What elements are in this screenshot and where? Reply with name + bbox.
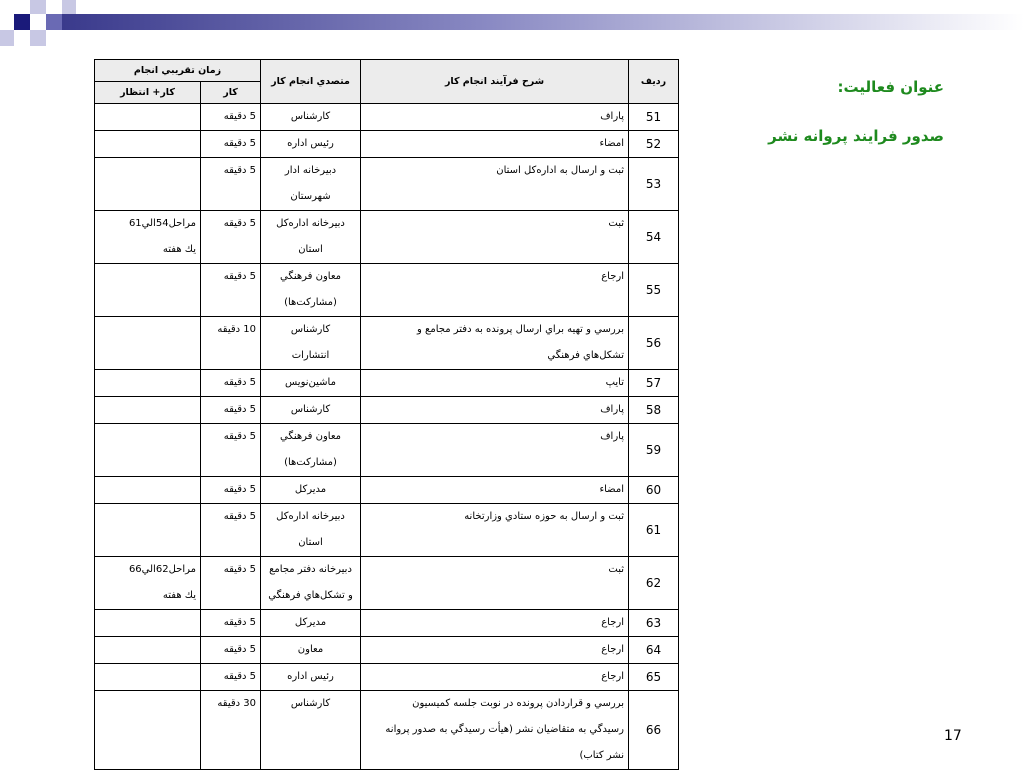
table-row [95,158,679,211]
row-time-text: 5 دقيقه [223,271,256,282]
row-id-text: 56 [645,336,662,350]
row-actor-text: كارشناس [290,698,331,709]
row-time-text: 5 دقيقه [223,431,256,442]
row-description-text: امضاء [599,138,624,149]
row-description-text: ارجاع [601,644,624,655]
row-time [201,664,261,691]
row-time-text: 5 دقيقه [223,564,256,575]
row-time [201,637,261,664]
row-id-text: 52 [645,137,662,151]
row-time-text: 5 دقيقه [223,218,256,229]
table-row [95,370,679,397]
row-wait [95,557,201,610]
activity-label: عنوان فعاليت: [837,78,944,96]
activity-name: صدور فرايند پروانه نشر [768,127,944,145]
row-description [361,477,629,504]
table-row [95,504,679,557]
decor-square [14,14,30,30]
row-time-text: 5 دقيقه [223,404,256,415]
table-row [95,264,679,317]
row-actor [261,424,361,477]
row-actor [261,610,361,637]
decor-square [30,0,46,14]
table-row [95,610,679,637]
header-actor: متصدي انجام كار [261,60,361,104]
row-description [361,370,629,397]
row-actor-text: كارشناس [290,404,331,415]
row-description [361,610,629,637]
row-actor-text: كارشناس انتشارات [290,324,331,361]
row-time [201,424,261,477]
row-wait [95,370,201,397]
row-wait [95,691,201,770]
row-time [201,104,261,131]
row-actor [261,504,361,557]
row-id-text: 54 [645,230,662,244]
table-body [95,104,679,770]
row-wait [95,131,201,158]
row-actor-text: معاون [297,644,324,655]
row-id [629,317,679,370]
row-description-text: ثبت و ارسال به اداره‌كل استان [496,165,624,176]
decor-square [46,14,62,30]
row-description [361,158,629,211]
row-id [629,211,679,264]
row-id [629,131,679,158]
row-description [361,317,629,370]
row-time [201,370,261,397]
row-time-text: 5 دقيقه [223,484,256,495]
row-description-text: امضاء [599,484,624,495]
row-description-text: ارجاع [601,671,624,682]
row-actor [261,397,361,424]
process-table [94,59,679,770]
row-actor-text: كارشناس [290,111,331,122]
row-id-text: 66 [645,723,662,737]
row-actor [261,104,361,131]
row-id-text: 58 [645,403,662,417]
row-actor-text: دبيرخانه اداره‌كل استان [276,511,345,548]
row-actor-text: دبيرخانه دفتر مجامع و تشكل‌هاي فرهنگي [268,564,353,601]
header-description: شرح فرآيند انجام كار [361,60,629,104]
row-id [629,104,679,131]
row-actor [261,264,361,317]
row-time [201,504,261,557]
row-id [629,370,679,397]
row-time-text: 5 دقيقه [223,111,256,122]
row-actor [261,557,361,610]
table-row [95,664,679,691]
row-id [629,477,679,504]
row-id [629,691,679,770]
row-id-text: 63 [645,616,662,630]
row-wait [95,610,201,637]
row-time-text: 5 دقيقه [223,138,256,149]
row-time-text: 10 دقيقه [217,324,256,335]
row-id-text: 55 [645,283,662,297]
row-id [629,557,679,610]
row-id-text: 60 [645,483,662,497]
row-description [361,104,629,131]
row-actor [261,131,361,158]
row-description-text: پاراف [600,111,624,122]
row-id [629,397,679,424]
row-id-text: 53 [645,177,662,191]
decor-square [62,0,76,14]
row-description [361,424,629,477]
row-id [629,504,679,557]
row-id [629,264,679,317]
row-time [201,158,261,211]
table-row [95,131,679,158]
row-time [201,317,261,370]
row-wait [95,397,201,424]
row-description-text: ثبت [608,564,624,575]
table-row [95,424,679,477]
row-time-text: 5 دقيقه [223,165,256,176]
row-id-text: 59 [645,443,662,457]
row-time-text: 5 دقيقه [223,617,256,628]
row-actor-text: رئيس اداره [287,671,334,682]
header-id: رديف [629,60,679,104]
row-description-text: بررسي و تهيه براي ارسال پرونده به دفتر مجامع و تشكل‌هاي فرهنگي [417,324,624,361]
row-id [629,424,679,477]
row-id [629,664,679,691]
row-description-text: ثبت و ارسال به حوزه ستادي وزارتخانه [464,511,624,522]
row-wait [95,504,201,557]
row-actor [261,664,361,691]
row-description [361,504,629,557]
row-actor [261,317,361,370]
row-actor [261,370,361,397]
row-actor-text: رئيس اداره [287,138,334,149]
slide-number: 17 [944,728,962,744]
row-wait [95,664,201,691]
row-description-text: ارجاع [601,617,624,628]
row-wait [95,637,201,664]
row-description-text: ارجاع [601,271,624,282]
decor-square [30,30,46,46]
row-id [629,158,679,211]
row-wait [95,477,201,504]
row-time [201,691,261,770]
row-description [361,691,629,770]
header-time-group: زمان تقريبي انجام [95,60,261,82]
row-id-text: 64 [645,643,662,657]
decor-square [0,30,14,46]
row-description [361,637,629,664]
row-description [361,557,629,610]
row-id-text: 61 [645,523,662,537]
row-time [201,557,261,610]
row-time-text: 5 دقيقه [223,644,256,655]
row-actor-text: دبيرخانه ادار شهرستان [284,165,337,202]
row-id-text: 65 [645,670,662,684]
row-time [201,131,261,158]
row-time-text: 5 دقيقه [223,377,256,388]
row-wait-text: مراحل62الي66 يك هفته [128,564,196,601]
row-actor [261,158,361,211]
row-wait [95,158,201,211]
row-description-text: ثبت [608,218,624,229]
row-actor [261,691,361,770]
row-time [201,397,261,424]
table-row [95,317,679,370]
table-row [95,477,679,504]
row-description-text: پاراف [600,404,624,415]
row-description [361,397,629,424]
table-row [95,557,679,610]
row-wait [95,264,201,317]
row-time-text: 5 دقيقه [223,511,256,522]
header-time-work: كار [201,82,261,104]
row-id-text: 57 [645,376,662,390]
header-decoration [0,0,1024,48]
row-wait [95,104,201,131]
row-description-text: پاراف [600,431,624,442]
row-actor-text: معاون فرهنگي (مشاركت‌ها) [279,431,342,468]
row-id-text: 62 [645,576,662,590]
row-actor-text: دبيرخانه اداره‌كل استان [276,218,345,255]
row-id [629,637,679,664]
row-time [201,477,261,504]
row-id-text: 51 [645,110,662,124]
row-actor [261,637,361,664]
header-gradient-bar [62,14,1024,30]
row-wait [95,211,201,264]
row-time-text: 5 دقيقه [223,671,256,682]
row-time-text: 30 دقيقه [217,698,256,709]
row-actor-text: مديركل [294,484,327,495]
row-actor-text: مديركل [294,617,327,628]
header-time-wait: كار+ انتظار [95,82,201,104]
row-actor-text: معاون فرهنگي (مشاركت‌ها) [279,271,342,308]
row-time [201,211,261,264]
row-description [361,664,629,691]
row-wait [95,424,201,477]
row-description-text: بررسي و قراردادن پرونده در نوبت جلسه كميسيون رسيدگي به متقاضيان نشر (هيأت رسيدگي به صدور پروانه نشر كتاب) [385,698,624,761]
row-actor [261,477,361,504]
table-row [95,211,679,264]
table-row [95,397,679,424]
row-time [201,264,261,317]
row-wait [95,317,201,370]
row-actor [261,211,361,264]
row-actor-text: ماشين‌نويس [285,377,336,388]
table-row [95,637,679,664]
table-row [95,691,679,770]
table-row [95,104,679,131]
row-wait-text: مراحل54الي61 يك هفته [128,218,196,255]
row-description [361,264,629,317]
row-description [361,131,629,158]
row-description [361,211,629,264]
row-description-text: تايپ [605,377,624,388]
row-id [629,610,679,637]
row-time [201,610,261,637]
